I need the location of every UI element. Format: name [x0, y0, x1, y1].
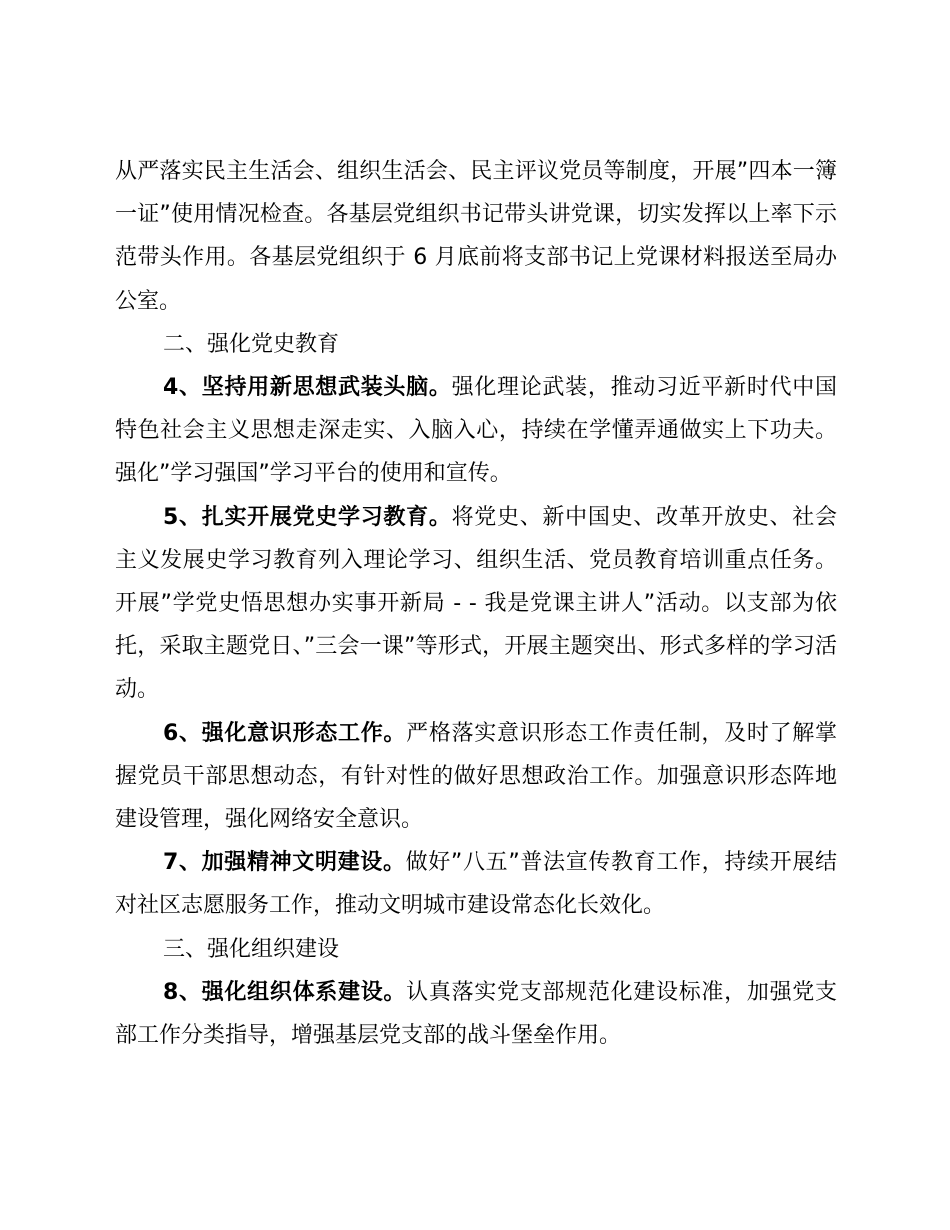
- paragraph-text: 认真落实党支部规范化建设标准，加强党支部工作分类指导，增强基层党支部的战斗堡垒作用。: [115, 979, 837, 1049]
- section-heading-organization: [115, 928, 837, 971]
- section-heading-text: 二、强化党史教育: [163, 331, 340, 357]
- item-lead-6: 6、强化意识形态工作。: [163, 720, 407, 746]
- paragraph-text: 做好”八五”普法宣传教育工作，持续开展结对社区志愿服务工作，推动文明城市建设常态化长效化。: [115, 850, 838, 919]
- paragraph-item-8: [115, 971, 837, 1057]
- paragraph-text: 强化理论武装，推动习近平新时代中国特色社会主义思想走深走实、入脑入心，持续在学懂弄通做实上下功夫。强化”学习强国”学习平台的使用和宣传。: [115, 375, 837, 487]
- paragraph-item-6: [115, 712, 837, 842]
- item-lead-7: 7、加强精神文明建设。: [163, 850, 406, 876]
- paragraph-text: 严格落实意识形态工作责任制，及时了解掌握党员干部思想动态，有针对性的做好思想政治工作。加强意识形态阵地建设管理，强化网络安全意识。: [115, 720, 837, 833]
- section-heading-party-history: [115, 323, 837, 366]
- section-heading-text: 三、强化组织建设: [163, 936, 340, 962]
- item-lead-8: 8、强化组织体系建设。: [163, 979, 407, 1005]
- paragraph-item-5: [115, 496, 837, 712]
- paragraph-item-7: [115, 841, 837, 927]
- item-lead-5: 5、扎实开展党史学习教育。: [163, 504, 452, 530]
- paragraph-text: 将党史、新中国史、改革开放史、社会主义发展史学习教育列入理论学习、组织生活、党员教育培训重点任务。开展”学党史悟思想办实事开新局 - - 我是党课主讲人”活动。以支部为依托，采取主题党日、”三会一课”等形式，开展主题突出、形式多样的学习活动。: [115, 504, 837, 703]
- paragraph-org-life: [115, 150, 837, 323]
- paragraph-text: 从严落实民主生活会、组织生活会、民主评议党员等制度，开展”四本一簿一证”使用情况检查。各基层党组织书记带头讲党课，切实发挥以上率下示范带头作用。各基层党组织于 6 月底前将支部书记上党课材料报送至局办公室。: [115, 159, 837, 314]
- paragraph-item-4: [115, 366, 837, 496]
- document-body: [115, 150, 837, 1057]
- item-lead-4: 4、坚持用新思想武装头脑。: [163, 375, 452, 401]
